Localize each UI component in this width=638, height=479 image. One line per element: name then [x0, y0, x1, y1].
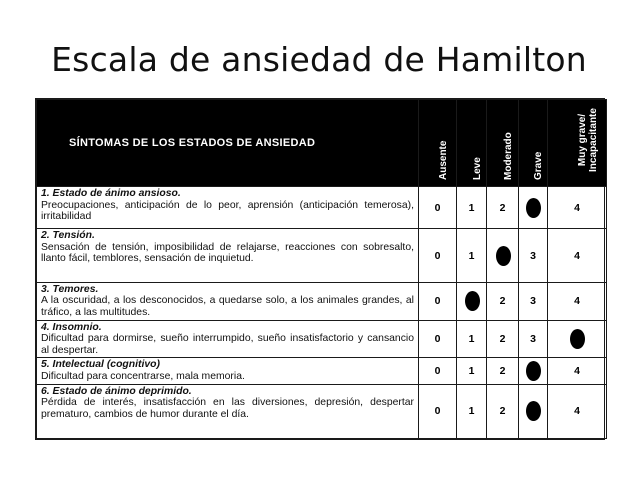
- score-cell: [519, 384, 548, 438]
- score-value: 2: [499, 201, 506, 214]
- symptom-description: A la oscuridad, a los desconocidos, a quedarse solo, a los animales grandes, al tráfico, a las multitudes.: [41, 295, 414, 318]
- score-cell: [487, 187, 519, 229]
- score-cell: [487, 384, 519, 438]
- score-cell: [419, 229, 457, 282]
- table-row: [37, 358, 607, 384]
- score-cell: [457, 229, 487, 282]
- symptom-title: 2. Tensión.: [41, 230, 95, 242]
- selected-mark: [570, 329, 585, 349]
- level-label: Muy grave/ Incapacitante: [577, 108, 599, 172]
- symptom-description: Dificultad para concentrarse, mala memoria.: [41, 370, 245, 382]
- score-cell: [519, 282, 548, 320]
- selected-mark: [526, 361, 541, 381]
- score-value: 1: [468, 332, 475, 345]
- score-cell: [548, 384, 607, 438]
- symptom-title: 6. Estado de ánimo deprimido.: [41, 385, 192, 397]
- slide-title: Escala de ansiedad de Hamilton: [51, 40, 587, 79]
- level-header-muy-grave: [548, 100, 607, 187]
- score-value: 1: [468, 364, 475, 377]
- level-label: Grave: [533, 151, 544, 180]
- score-cell: [419, 320, 457, 358]
- score-cell: [419, 358, 457, 384]
- symptom-cell: [37, 384, 419, 438]
- score-cell: [548, 187, 607, 229]
- level-header-ausente: [419, 100, 457, 187]
- score-cell: [419, 384, 457, 438]
- score-value: 4: [574, 201, 580, 214]
- table-row: [37, 229, 607, 282]
- score-value: 2: [499, 364, 506, 377]
- score-cell: [519, 320, 548, 358]
- selected-mark: [526, 401, 541, 421]
- table-row: [37, 282, 607, 320]
- score-value: 3: [530, 249, 536, 262]
- score-value: 0: [434, 332, 441, 345]
- score-value: 1: [468, 201, 475, 214]
- symptom-cell: [37, 320, 419, 358]
- score-cell: [519, 358, 548, 384]
- score-cell: [419, 282, 457, 320]
- symptom-title: 5. Intelectual (cognitivo): [41, 359, 160, 371]
- symptom-title: 1. Estado de ánimo ansioso.: [41, 188, 181, 199]
- hamilton-scale-table: [35, 98, 605, 440]
- score-cell: [519, 187, 548, 229]
- score-cell: [457, 384, 487, 438]
- score-value: 2: [499, 332, 506, 345]
- selected-mark: [496, 246, 511, 266]
- score-value: 3: [530, 295, 536, 308]
- score-cell: [487, 229, 519, 282]
- score-value: 1: [468, 249, 475, 262]
- score-value: 4: [574, 405, 580, 418]
- score-cell: [487, 358, 519, 384]
- score-cell: [457, 358, 487, 384]
- symptom-cell: [37, 229, 419, 282]
- symptom-title: 3. Temores.: [41, 283, 99, 295]
- selected-mark: [465, 291, 480, 311]
- symptoms-header: SÍNTOMAS DE LOS ESTADOS DE ANSIEDAD: [37, 100, 419, 187]
- score-value: 3: [530, 332, 536, 345]
- table-row: [37, 384, 607, 438]
- level-label: Moderado: [502, 132, 514, 180]
- level-header-grave: [519, 100, 548, 187]
- score-value: 4: [574, 249, 580, 262]
- score-value: 2: [499, 405, 506, 418]
- symptom-description: Pérdida de interés, insatisfacción en las diversiones, depresión, despertar prematuro, cambios de humor durante el día.: [41, 397, 414, 420]
- score-cell: [548, 282, 607, 320]
- score-cell: [457, 320, 487, 358]
- score-value: 0: [434, 405, 441, 418]
- score-value: 0: [434, 364, 441, 377]
- score-value: 4: [574, 295, 580, 308]
- symptom-description: Preocupaciones, anticipación de lo peor, aprensión (anticipación temerosa), irritabilidad: [41, 199, 414, 222]
- selected-mark: [526, 198, 541, 218]
- score-cell: [457, 187, 487, 229]
- symptom-cell: [37, 187, 419, 229]
- score-cell: [548, 320, 607, 358]
- score-value: 1: [468, 405, 475, 418]
- table-header-row: [37, 100, 607, 187]
- symptom-description: Sensación de tensión, imposibilidad de relajarse, reacciones con sobresalto, llanto fácil, temblores, sensación de inquietud.: [41, 241, 414, 265]
- score-cell: [487, 282, 519, 320]
- score-value: 2: [499, 295, 506, 308]
- score-cell: [519, 229, 548, 282]
- level-label: Ausente: [437, 140, 449, 180]
- score-cell: [419, 187, 457, 229]
- symptom-title: 4. Insomnio.: [41, 321, 102, 333]
- symptom-cell: [37, 358, 419, 384]
- table-row: [37, 187, 607, 229]
- table-row: [37, 320, 607, 358]
- symptom-description: Dificultad para dormirse, sueño interrumpido, sueño insatisfactorio y cansancio al despertar.: [41, 333, 414, 356]
- score-cell: [487, 320, 519, 358]
- score-cell: [457, 282, 487, 320]
- symptom-cell: [37, 282, 419, 320]
- score-value: 0: [434, 201, 441, 214]
- level-label: Leve: [471, 157, 483, 180]
- level-header-leve: [457, 100, 487, 187]
- score-value: 0: [434, 295, 441, 308]
- score-cell: [548, 358, 607, 384]
- score-value: 0: [434, 249, 441, 262]
- score-value: 4: [574, 364, 580, 377]
- level-header-moderado: [487, 100, 519, 187]
- score-cell: [548, 229, 607, 282]
